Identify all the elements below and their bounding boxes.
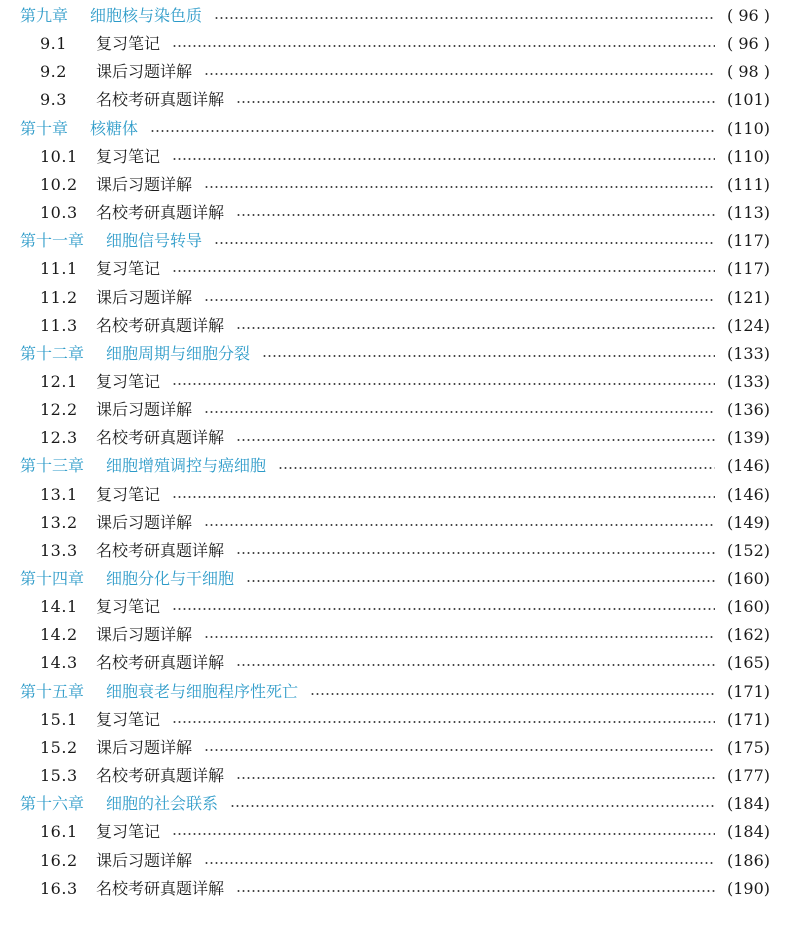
dot-leader [236,439,715,441]
toc-chapter-row[interactable] [0,115,790,143]
section-title: 复习笔记 [96,484,161,504]
section-number: 13.2 [40,512,78,532]
toc-section-row[interactable] [0,537,790,565]
toc-section-row[interactable] [0,593,790,621]
section-title: 名校考研真题详解 [96,878,225,898]
toc-section-row[interactable] [0,312,790,340]
section-title: 名校考研真题详解 [96,766,225,786]
section-number: 15.3 [40,766,78,786]
page-number: ( 96 ) [726,6,770,25]
section-number: 9.1 [40,34,67,54]
chapter-number: 第十五章 [20,681,85,701]
page-number: (139) [726,428,770,448]
toc-section-row[interactable] [0,255,790,283]
section-title: 名校考研真题详解 [96,653,225,673]
toc-section-row[interactable] [0,621,790,649]
toc-section-row[interactable] [0,509,790,537]
page-number: (121) [726,287,770,307]
dot-leader [204,862,715,864]
page-number: (184) [726,794,770,814]
dot-leader [236,664,715,666]
page-number: (171) [726,709,770,729]
dot-leader [150,130,715,132]
chapter-title: 细胞信号转导 [106,231,203,251]
section-title: 名校考研真题详解 [96,428,225,448]
section-number: 10.1 [40,146,78,166]
page-number: ( 96 ) [726,34,770,54]
dot-leader [172,45,715,47]
toc-chapter-row[interactable] [0,452,790,480]
page-number: (146) [726,484,770,504]
dot-leader [236,101,715,103]
page-number: (149) [726,512,770,532]
section-title: 课后习题详解 [96,174,193,194]
section-number: 11.3 [40,315,78,335]
section-number: 13.3 [40,540,78,560]
toc-section-row[interactable] [0,424,790,452]
dot-leader [214,17,715,19]
page-number: (160) [726,569,770,588]
page-number: (117) [726,259,770,279]
toc-chapter-row[interactable] [0,678,790,706]
section-title: 复习笔记 [96,709,161,729]
toc-section-row[interactable] [0,30,790,58]
section-number: 9.3 [40,90,67,110]
section-number: 12.1 [40,371,78,391]
section-title: 复习笔记 [96,822,161,842]
section-number: 12.3 [40,428,78,448]
page-number: (124) [726,315,770,335]
toc-section-row[interactable] [0,284,790,312]
section-number: 14.1 [40,597,78,617]
page-number: (152) [726,540,770,560]
toc-section-row[interactable] [0,58,790,86]
page-number: (111) [726,174,770,194]
dot-leader [204,186,715,188]
section-number: 12.2 [40,400,78,420]
toc-section-row[interactable] [0,818,790,846]
dot-leader [236,214,715,216]
section-title: 课后习题详解 [96,400,193,420]
section-number: 10.3 [40,203,78,223]
section-title: 课后习题详解 [96,850,193,870]
section-title: 复习笔记 [96,34,161,54]
page-number: (184) [726,822,770,842]
toc-section-row[interactable] [0,734,790,762]
section-number: 16.1 [40,822,78,842]
dot-leader [204,299,715,301]
dot-leader [172,158,715,160]
section-number: 16.2 [40,850,78,870]
section-number: 11.2 [40,287,78,307]
toc-section-row[interactable] [0,396,790,424]
section-number: 16.3 [40,878,78,898]
toc-section-row[interactable] [0,649,790,677]
page-number: (160) [726,597,770,617]
dot-leader [172,721,715,723]
dot-leader [246,580,715,582]
page-number: (110) [726,146,770,166]
section-number: 14.3 [40,653,78,673]
section-title: 名校考研真题详解 [96,540,225,560]
section-number: 11.1 [40,259,78,279]
dot-leader [172,383,715,385]
page-number: ( 98 ) [726,62,770,82]
chapter-title: 细胞周期与细胞分裂 [106,343,251,363]
section-title: 复习笔记 [96,371,161,391]
chapter-title: 细胞衰老与细胞程序性死亡 [106,681,299,701]
dot-leader [236,327,715,329]
page-number: (165) [726,653,770,673]
toc-section-row[interactable] [0,86,790,114]
dot-leader [204,524,715,526]
dot-leader [310,693,715,695]
section-title: 复习笔记 [96,597,161,617]
chapter-number: 第十章 [20,118,69,138]
toc-section-row[interactable] [0,171,790,199]
section-title: 名校考研真题详解 [96,315,225,335]
dot-leader [172,270,715,272]
toc-chapter-row[interactable] [0,565,790,593]
chapter-number: 第十三章 [20,456,85,476]
section-number: 13.1 [40,484,78,504]
page-number: (175) [726,737,770,757]
page-number: (162) [726,625,770,645]
section-number: 14.2 [40,625,78,645]
chapter-number: 第十一章 [20,231,85,251]
dot-leader [172,833,715,835]
section-number: 10.2 [40,174,78,194]
section-title: 名校考研真题详解 [96,203,225,223]
page-number: (133) [726,371,770,391]
toc-section-row[interactable] [0,143,790,171]
chapter-title: 核糖体 [90,118,139,138]
section-title: 复习笔记 [96,146,161,166]
page-number: (110) [726,118,770,138]
dot-leader [204,636,715,638]
chapter-title: 细胞增殖调控与癌细胞 [106,456,267,476]
dot-leader [230,805,715,807]
toc-section-row[interactable] [0,368,790,396]
section-title: 名校考研真题详解 [96,90,225,110]
toc-section-row[interactable] [0,847,790,875]
section-title: 课后习题详解 [96,625,193,645]
chapter-title: 细胞的社会联系 [106,794,219,814]
chapter-number: 第十六章 [20,794,85,814]
toc-chapter-row[interactable] [0,2,790,30]
toc-section-row[interactable] [0,762,790,790]
dot-leader [214,242,715,244]
section-number: 15.1 [40,709,78,729]
section-number: 15.2 [40,737,78,757]
dot-leader [262,355,715,357]
dot-leader [236,552,715,554]
page-number: (146) [726,456,770,476]
toc-section-row[interactable] [0,199,790,227]
dot-leader [204,411,715,413]
chapter-number: 第十二章 [20,343,85,363]
dot-leader [204,749,715,751]
section-number: 9.2 [40,62,67,82]
dot-leader [204,73,715,75]
toc-chapter-row[interactable] [0,227,790,255]
chapter-title: 细胞分化与干细胞 [106,569,235,588]
dot-leader [278,467,715,469]
page-number: (186) [726,850,770,870]
page-number: (136) [726,400,770,420]
page-number: (171) [726,681,770,701]
chapter-title: 细胞核与染色质 [90,6,203,25]
dot-leader [236,777,715,779]
chapter-number: 第九章 [20,6,69,25]
page-number: (101) [726,90,770,110]
toc-chapter-row[interactable] [0,340,790,368]
page-number: (177) [726,766,770,786]
chapter-number: 第十四章 [20,569,85,588]
section-title: 复习笔记 [96,259,161,279]
page-number: (113) [726,203,770,223]
toc-section-row[interactable] [0,706,790,734]
section-title: 课后习题详解 [96,287,193,307]
section-title: 课后习题详解 [96,62,193,82]
dot-leader [236,890,715,892]
section-title: 课后习题详解 [96,512,193,532]
section-title: 课后习题详解 [96,737,193,757]
toc-section-row[interactable] [0,875,790,903]
page-number: (117) [726,231,770,251]
dot-leader [172,496,715,498]
toc-chapter-row[interactable] [0,790,790,818]
page-number: (133) [726,343,770,363]
toc-section-row[interactable] [0,481,790,509]
page-number: (190) [726,878,770,898]
dot-leader [172,608,715,610]
